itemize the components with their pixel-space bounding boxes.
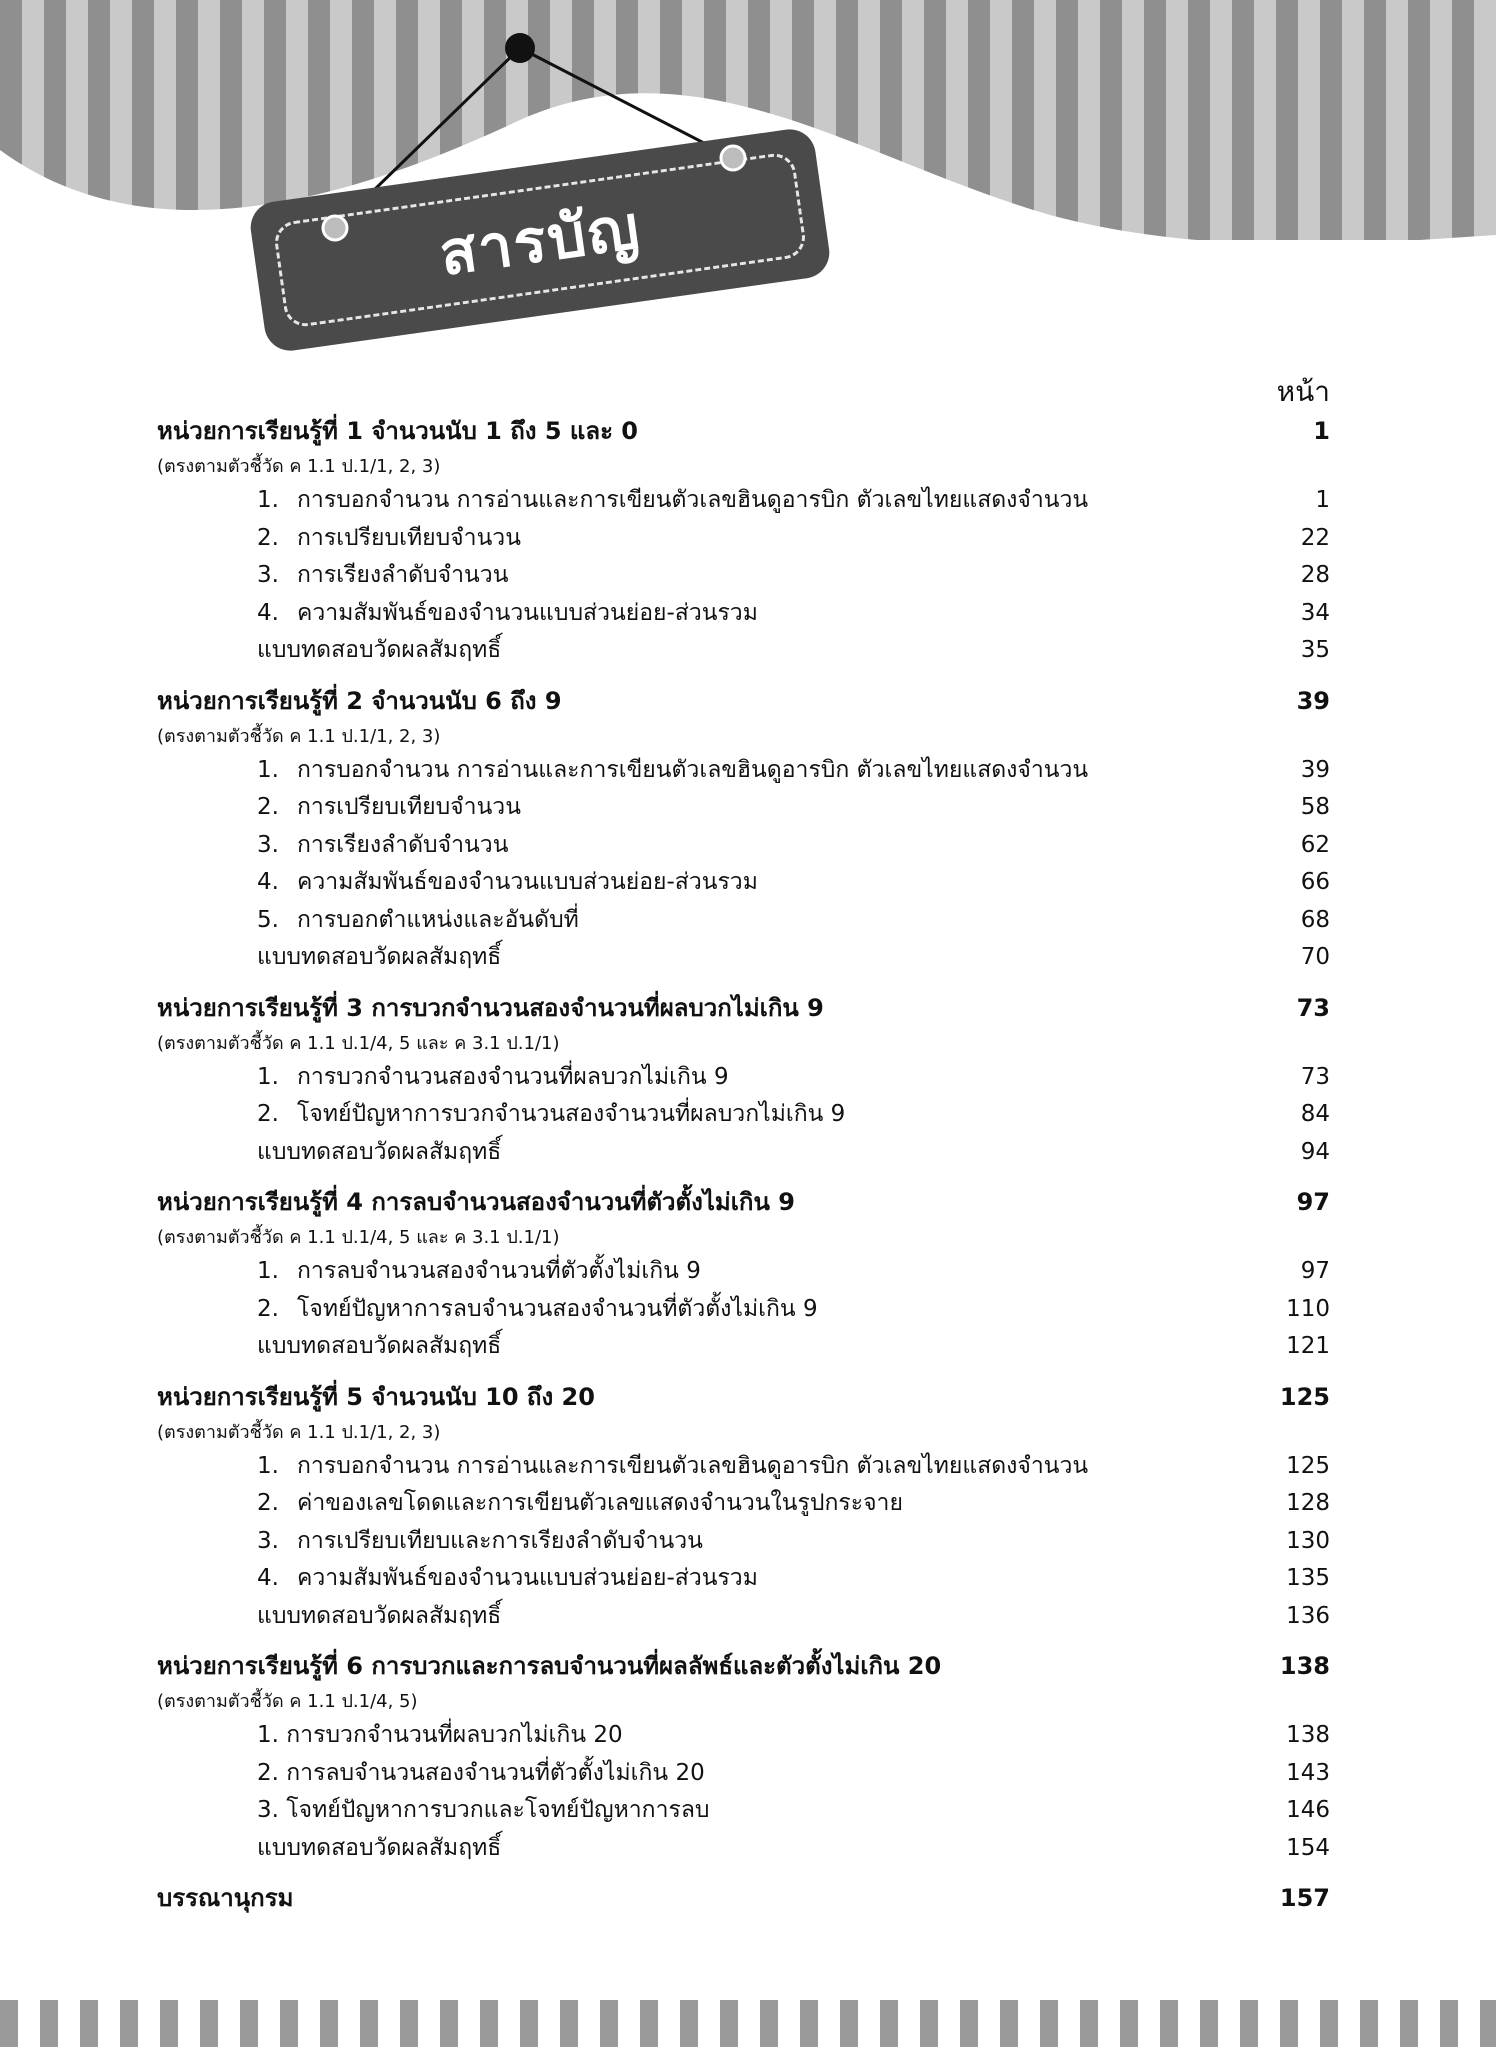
entry-label	[257, 827, 508, 865]
unit-indicator: (ตรงตามตัวชี้วัด ค 1.1 ป.1/4, 5)	[157, 1691, 418, 1712]
unit-heading	[157, 1645, 1330, 1687]
entry-text: ความสัมพันธ์ของจำนวนแบบส่วนย่อย-ส่วนรวม	[297, 1565, 758, 1591]
entry-label	[257, 939, 501, 977]
toc-entry	[157, 1328, 1330, 1366]
unit-title: หน่วยการเรียนรู้ที่ 2 จำนวนนับ 6 ถึง 9	[157, 686, 562, 715]
entry-text: การบอกจำนวน การอ่านและการเขียนตัวเลขฮินดูอารบิก ตัวเลขไทยแสดงจำนวน	[297, 487, 1089, 513]
entry-page-number: 84	[1300, 1101, 1330, 1127]
bibliography-page-number: 157	[1279, 1884, 1330, 1912]
entry-text: การเรียงลำดับจำนวน	[297, 562, 509, 588]
toc-entry	[157, 1717, 1330, 1755]
entry-text: 2. การลบจำนวนสองจำนวนที่ตัวตั้งไม่เกิน 20	[257, 1759, 705, 1786]
toc-entry	[157, 1253, 1330, 1291]
entry-page-number: 154	[1286, 1834, 1330, 1861]
unit-title: หน่วยการเรียนรู้ที่ 3 การบวกจำนวนสองจำนวนที่ผลบวกไม่เกิน 9	[157, 993, 824, 1022]
toc-entry	[157, 595, 1330, 633]
table-of-contents	[157, 410, 1330, 1919]
bibliography-title: บรรณานุกรม	[157, 1884, 294, 1912]
unit-title: หน่วยการเรียนรู้ที่ 1 จำนวนนับ 1 ถึง 5 และ 0	[157, 417, 639, 445]
entry-text: โจทย์ปัญหาการบวกจำนวนสองจำนวนที่ผลบวกไม่เกิน 9	[297, 1101, 846, 1127]
entry-page-number: 39	[1300, 756, 1330, 783]
entry-label	[257, 557, 508, 595]
toc-unit	[157, 1645, 1330, 1867]
toc-entry	[157, 789, 1330, 827]
toc-entry	[157, 632, 1330, 670]
unit-title: หน่วยการเรียนรู้ที่ 6 การบวกและการลบจำนวนที่ผลลัพธ์และตัวตั้งไม่เกิน 20	[157, 1652, 942, 1680]
unit-heading	[157, 1376, 1330, 1418]
striped-footer-background	[0, 2000, 1496, 2047]
toc-entry	[157, 864, 1330, 902]
entry-page-number: 128	[1286, 1490, 1330, 1516]
entry-page-number: 146	[1286, 1797, 1330, 1823]
entry-text: การเปรียบเทียบจำนวน	[297, 524, 521, 551]
entry-label	[257, 1792, 710, 1830]
entry-text: แบบทดสอบวัดผลสัมฤทธิ์	[257, 1138, 502, 1165]
unit-page-number: 125	[1279, 1382, 1330, 1411]
toc-entry	[157, 1485, 1330, 1523]
toc-entry	[157, 482, 1330, 520]
entry-page-number: 138	[1286, 1722, 1330, 1748]
entry-page-number: 94	[1300, 1138, 1330, 1165]
entry-label	[257, 1134, 501, 1172]
sign-pins	[0, 0, 900, 400]
entry-page-number: 125	[1286, 1452, 1330, 1479]
toc-entry	[157, 520, 1330, 558]
entry-text: การบอกจำนวน การอ่านและการเขียนตัวเลขฮินดูอารบิก ตัวเลขไทยแสดงจำนวน	[297, 1452, 1089, 1479]
unit-page-number: 73	[1296, 993, 1330, 1022]
entry-label	[257, 752, 1088, 790]
entry-text: การเรียงลำดับจำนวน	[297, 831, 509, 858]
entry-label	[257, 595, 758, 633]
toc-entry	[157, 1134, 1330, 1172]
entry-number: 3.	[257, 1527, 279, 1554]
entry-text: 3. โจทย์ปัญหาการบวกและโจทย์ปัญหาการลบ	[257, 1797, 710, 1823]
toc-unit	[157, 680, 1330, 977]
toc-entry	[157, 827, 1330, 865]
entry-page-number: 66	[1300, 869, 1330, 895]
unit-page-number: 1	[1313, 417, 1330, 445]
entry-label	[257, 902, 579, 940]
entry-page-number: 1	[1315, 487, 1330, 513]
entry-label	[257, 1253, 701, 1291]
entry-page-number: 143	[1286, 1759, 1330, 1786]
entry-page-number: 34	[1300, 599, 1330, 626]
toc-unit	[157, 987, 1330, 1172]
unit-heading	[157, 680, 1330, 722]
entry-number: 1.	[257, 1452, 279, 1479]
pin-right-icon	[721, 146, 745, 170]
entry-text: การลบจำนวนสองจำนวนที่ตัวตั้งไม่เกิน 9	[297, 1258, 701, 1284]
entry-label	[257, 1485, 903, 1523]
entry-label	[257, 1717, 623, 1755]
entry-page-number: 97	[1300, 1258, 1330, 1284]
entry-text: แบบทดสอบวัดผลสัมฤทธิ์	[257, 1602, 502, 1629]
page-title: สารบัญ	[435, 192, 645, 290]
entry-number: 2.	[257, 524, 279, 551]
toc-unit	[157, 410, 1330, 670]
entry-page-number: 70	[1300, 944, 1330, 970]
unit-indicator: (ตรงตามตัวชี้วัด ค 1.1 ป.1/1, 2, 3)	[157, 1421, 441, 1443]
toc-entry	[157, 1560, 1330, 1598]
entry-text: การบอกตำแหน่งและอันดับที่	[297, 906, 579, 933]
entry-number: 1.	[257, 756, 279, 783]
entry-text: การเปรียบเทียบจำนวน	[297, 794, 521, 820]
entry-page-number: 136	[1286, 1602, 1330, 1629]
entry-label	[257, 1755, 705, 1793]
entry-text: ค่าของเลขโดดและการเขียนตัวเลขแสดงจำนวนในรูปกระจาย	[297, 1490, 903, 1516]
entry-number: 2.	[257, 794, 279, 820]
toc-entry	[157, 1448, 1330, 1486]
toc-unit	[157, 1376, 1330, 1636]
unit-page-number: 97	[1296, 1188, 1330, 1216]
entry-page-number: 28	[1300, 562, 1330, 588]
entry-label	[257, 1560, 758, 1598]
entry-text: แบบทดสอบวัดผลสัมฤทธิ์	[257, 637, 502, 663]
entry-page-number: 110	[1286, 1295, 1330, 1322]
entry-number: 4.	[257, 869, 279, 895]
entry-text: การบวกจำนวนสองจำนวนที่ผลบวกไม่เกิน 9	[297, 1063, 729, 1090]
entry-page-number: 22	[1300, 524, 1330, 551]
unit-heading	[157, 987, 1330, 1029]
entry-page-number: 62	[1300, 831, 1330, 858]
entry-number: 4.	[257, 1565, 279, 1591]
entry-label	[257, 1448, 1088, 1486]
entry-page-number: 121	[1286, 1333, 1330, 1359]
toc-entry	[157, 902, 1330, 940]
entry-page-number: 130	[1286, 1527, 1330, 1554]
entry-page-number: 35	[1300, 637, 1330, 663]
entry-text: โจทย์ปัญหาการลบจำนวนสองจำนวนที่ตัวตั้งไม่เกิน 9	[297, 1295, 818, 1322]
bibliography-entry	[157, 1877, 1330, 1919]
entry-text: แบบทดสอบวัดผลสัมฤทธิ์	[257, 1834, 502, 1861]
toc-entry	[157, 939, 1330, 977]
unit-indicator: (ตรงตามตัวชี้วัด ค 1.1 ป.1/4, 5 และ ค 3.1 ป.1/1)	[157, 1032, 560, 1054]
entry-label	[257, 1096, 845, 1134]
toc-entry	[157, 1792, 1330, 1830]
entry-label	[257, 1291, 818, 1329]
entry-text: การเปรียบเทียบและการเรียงลำดับจำนวน	[297, 1527, 703, 1554]
entry-label	[257, 789, 521, 827]
unit-indicator: (ตรงตามตัวชี้วัด ค 1.1 ป.1/1, 2, 3)	[157, 456, 441, 477]
entry-number: 2.	[257, 1490, 279, 1516]
toc-unit	[157, 1181, 1330, 1366]
unit-title: หน่วยการเรียนรู้ที่ 5 จำนวนนับ 10 ถึง 20	[157, 1382, 595, 1411]
toc-entry	[157, 1830, 1330, 1868]
entry-text: 1. การบวกจำนวนที่ผลบวกไม่เกิน 20	[257, 1722, 623, 1748]
unit-heading	[157, 1181, 1330, 1223]
entry-label	[257, 1523, 703, 1561]
toc-entry	[157, 557, 1330, 595]
entry-number: 1.	[257, 1258, 279, 1284]
unit-page-number: 39	[1296, 686, 1330, 715]
entry-label	[257, 1598, 501, 1636]
unit-indicator: (ตรงตามตัวชี้วัด ค 1.1 ป.1/4, 5 และ ค 3.1 ป.1/1)	[157, 1227, 560, 1248]
entry-text: การบอกจำนวน การอ่านและการเขียนตัวเลขฮินดูอารบิก ตัวเลขไทยแสดงจำนวน	[297, 756, 1089, 783]
unit-heading	[157, 410, 1330, 452]
entry-label	[257, 1328, 501, 1366]
entry-page-number: 135	[1286, 1565, 1330, 1591]
entry-text: ความสัมพันธ์ของจำนวนแบบส่วนย่อย-ส่วนรวม	[297, 869, 758, 895]
unit-indicator: (ตรงตามตัวชี้วัด ค 1.1 ป.1/1, 2, 3)	[157, 725, 441, 747]
entry-number: 1.	[257, 487, 279, 513]
entry-number: 4.	[257, 599, 279, 626]
entry-page-number: 68	[1300, 906, 1330, 933]
entry-label	[257, 482, 1088, 520]
entry-page-number: 73	[1300, 1063, 1330, 1090]
entry-number: 1.	[257, 1063, 279, 1090]
entry-text: แบบทดสอบวัดผลสัมฤทธิ์	[257, 944, 502, 970]
toc-entry	[157, 1059, 1330, 1097]
toc-entry	[157, 1755, 1330, 1793]
entry-number: 2.	[257, 1101, 279, 1127]
toc-entry	[157, 1523, 1330, 1561]
toc-entry	[157, 1291, 1330, 1329]
unit-title: หน่วยการเรียนรู้ที่ 4 การลบจำนวนสองจำนวนที่ตัวตั้งไม่เกิน 9	[157, 1188, 795, 1216]
entry-label	[257, 864, 758, 902]
page-column-label: หน้า	[1276, 375, 1330, 408]
entry-label	[257, 632, 501, 670]
entry-number: 5.	[257, 906, 279, 933]
entry-page-number: 58	[1300, 794, 1330, 820]
toc-entry	[157, 1598, 1330, 1636]
toc-entry	[157, 1096, 1330, 1134]
entry-text: ความสัมพันธ์ของจำนวนแบบส่วนย่อย-ส่วนรวม	[297, 599, 758, 626]
entry-number: 2.	[257, 1295, 279, 1322]
entry-label	[257, 520, 521, 558]
entry-label	[257, 1830, 501, 1868]
entry-number: 3.	[257, 831, 279, 858]
pin-left-icon	[323, 216, 347, 240]
entry-label	[257, 1059, 729, 1097]
entry-text: แบบทดสอบวัดผลสัมฤทธิ์	[257, 1333, 502, 1359]
toc-entry	[157, 752, 1330, 790]
unit-page-number: 138	[1279, 1652, 1330, 1680]
entry-number: 3.	[257, 562, 279, 588]
